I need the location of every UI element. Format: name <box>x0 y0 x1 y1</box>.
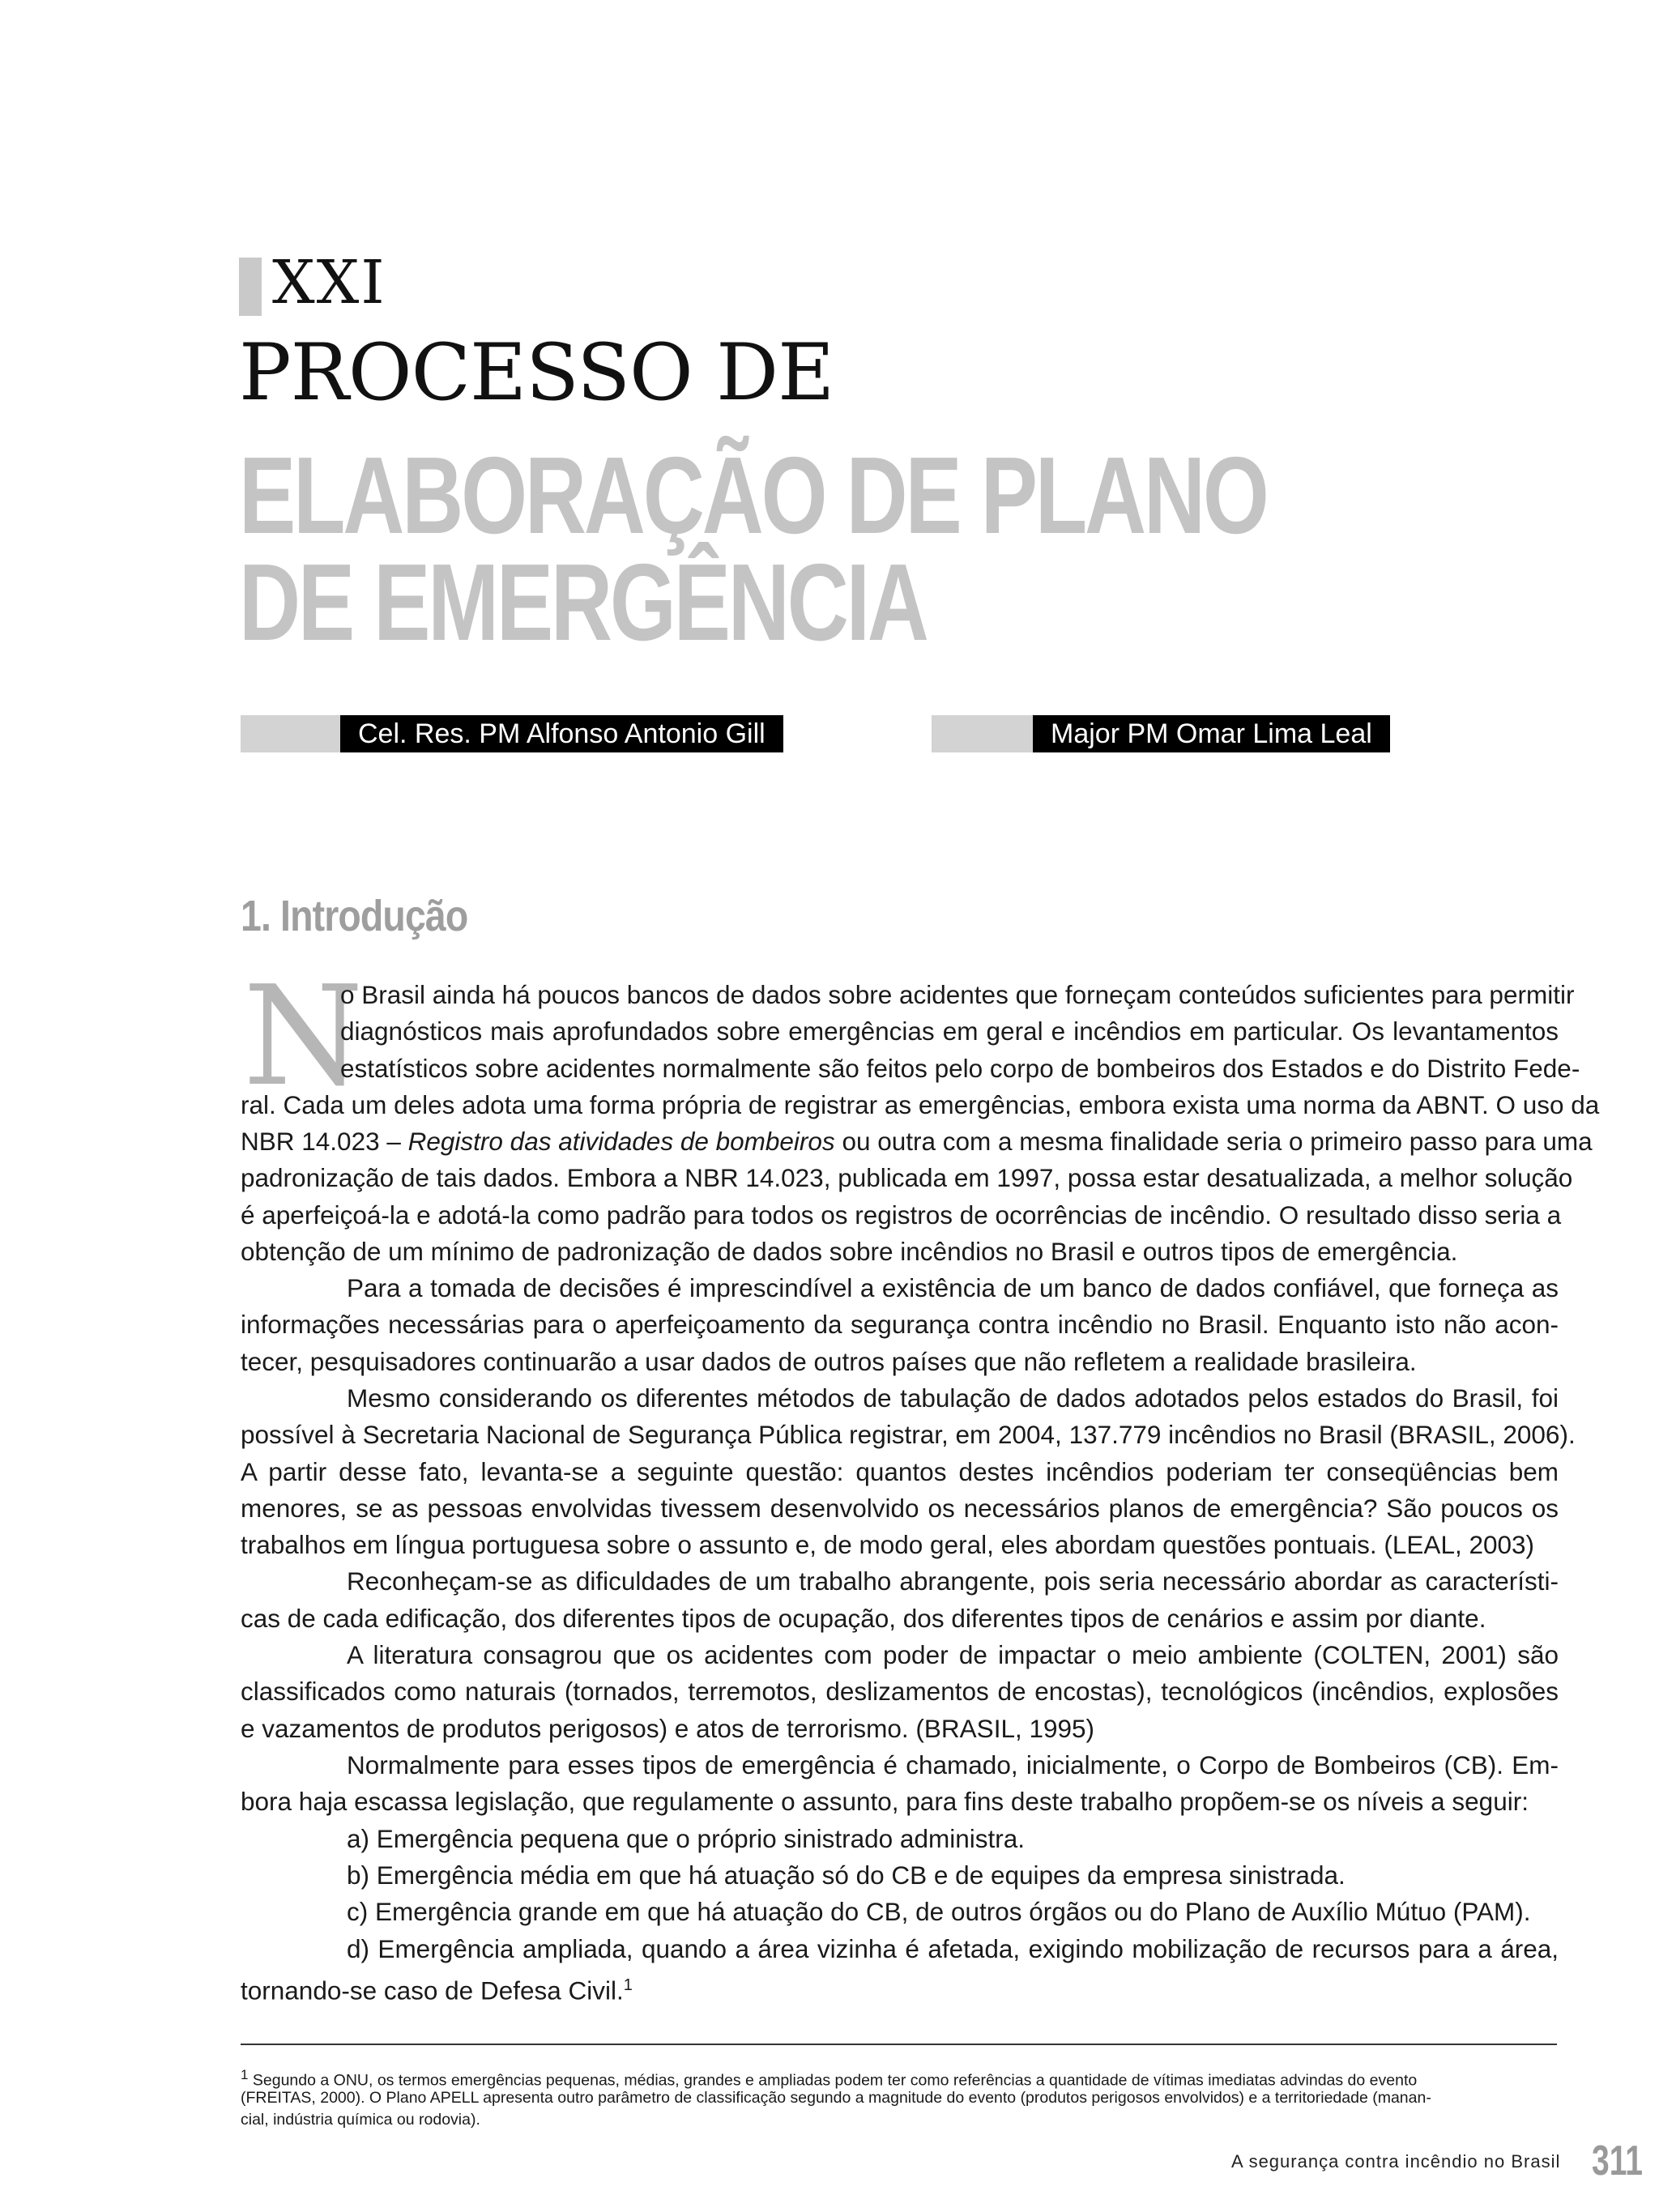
p1-line7: é aperfeiçoá-la e adotá-la como padrão para todos os registros de ocorrências de incêndio. O resultado disso seria a <box>241 1200 1562 1230</box>
running-footer: A segurança contra incêndio no Brasil <box>1231 2151 1561 2172</box>
p2-line3: tecer, pesquisadores continuarão a usar dados de outros países que não refletem a realidade brasileira. <box>241 1347 1417 1376</box>
p4-line2: cas de cada edificação, dos diferentes tipos de ocupação, dos diferentes tipos de cenários e assim por diante. <box>241 1604 1486 1633</box>
p1-line5: NBR 14.023 – Registro das atividades de bombeiros ou outra com a mesma finalidade seria o primeiro passo para uma <box>241 1127 1593 1156</box>
p6-line1: Normalmente para esses tipos de emergência é chamado, inicialmente, o Corpo de Bombeiros (CB). Em- <box>347 1750 1559 1779</box>
p3-line3: A partir desse fato, levanta-se a seguinte questão: quantos destes incêndios poderiam ter conseqüências bem <box>241 1457 1559 1486</box>
author-strip-left <box>241 715 346 752</box>
chapter-marker-bar <box>239 258 262 316</box>
p2-line1: Para a tomada de decisões é imprescindível a existência de um banco de dados confiável, que forneça as <box>347 1273 1559 1302</box>
chapter-title-line2: ELABORAÇÃO DE PLANO <box>239 434 1267 556</box>
p1-line6: padronização de tais dados. Embora a NBR 14.023, publicada em 1997, possa estar desatualizada, a melhor solução <box>241 1163 1573 1192</box>
list-item-d-cont: tornando-se caso de Defesa Civil.$^1$ <box>241 1975 633 2005</box>
footnote-line2: (FREITAS, 2000). O Plano APELL apresenta outro parâmetro de classificação segundo a magnitude do evento (produtos perigosos envolvidos) e a territoriedade (manan- <box>241 2089 1431 2107</box>
author-1: Cel. Res. PM Alfonso Antonio Gill <box>340 715 783 752</box>
p1-line8: obtenção de um mínimo de padronização de dados sobre incêndios no Brasil e outros tipos de emergência. <box>241 1237 1458 1266</box>
footnote-marker: 1 <box>241 2067 249 2082</box>
footnote-ref[interactable]: 1 <box>623 1976 633 1994</box>
author-2: Major PM Omar Lima Leal <box>1033 715 1390 752</box>
list-item-c: c) Emergência grande em que há atuação do CB, de outros órgãos ou do Plano de Auxílio Mútuo (PAM). <box>347 1897 1531 1926</box>
p3-line1: Mesmo considerando os diferentes métodos de tabulação de dados adotados pelos estados do Brasil, foi <box>347 1383 1559 1413</box>
p3-line2: possível à Secretaria Nacional de Segurança Pública registrar, em 2004, 137.779 incêndios no Brasil (BRASIL, 2006). <box>241 1420 1576 1449</box>
footnote-rule <box>241 2044 1557 2045</box>
p1-line1: o Brasil ainda há poucos bancos de dados sobre acidentes que forneçam conteúdos suficientes para permitir <box>340 980 1575 1009</box>
p4-line1: Reconheçam-se as dificuldades de um trabalho abrangente, pois seria necessário abordar as característi- <box>347 1566 1559 1596</box>
page-number: 311 <box>1592 2137 1643 2184</box>
p5-line3: e vazamentos de produtos perigosos) e atos de terrorismo. (BRASIL, 1995) <box>241 1714 1095 1743</box>
footnote-line3: cial, indústria química ou rodovia). <box>241 2111 480 2129</box>
chapter-title-line1: PROCESSO DE <box>239 327 834 418</box>
list-item-a: a) Emergência pequena que o próprio sinistrado administra. <box>347 1824 1025 1853</box>
section-heading: 1. Introdução <box>241 892 468 940</box>
p3-line4: menores, se as pessoas envolvidas tivessem desenvolvido os necessários planos de emergência? São poucos os <box>241 1494 1559 1523</box>
p5-line1: A literatura consagrou que os acidentes com poder de impactar o meio ambiente (COLTEN, 2001) são <box>347 1640 1559 1669</box>
author-strip-right <box>932 715 1045 752</box>
p5-line2: classificados como naturais (tornados, terremotos, deslizamentos de encostas), tecnológicos (incêndios, explosões <box>241 1677 1559 1706</box>
chapter-title-main <box>239 434 1313 663</box>
footnote-line1: 1 Segundo a ONU, os termos emergências pequenas, médias, grandes e ampliadas podem ter como referências a quantidade de vítimas imediatas advindas do evento <box>241 2067 1418 2090</box>
p1-line2: diagnósticos mais aprofundados sobre emergências em geral e incêndios em particular. Os levantamentos <box>340 1016 1559 1046</box>
p6-line2: bora haja escassa legislação, que regulamente o assunto, para fins deste trabalho propõem-se os níveis a seguir: <box>241 1787 1529 1816</box>
chapter-number: XXI <box>272 248 386 318</box>
p1-line4: ral. Cada um deles adota uma forma própria de registrar as emergências, embora exista uma norma da ABNT. O uso da <box>241 1090 1600 1119</box>
p3-line5: trabalhos em língua portuguesa sobre o assunto e, de modo geral, eles abordam questões pontuais. (LEAL, 2003) <box>241 1530 1535 1559</box>
list-item-d: d) Emergência ampliada, quando a área vizinha é afetada, exigindo mobilização de recursos para a área, <box>347 1934 1559 1963</box>
drop-cap: N <box>243 957 364 1117</box>
chapter-title-line3: DE EMERGÊNCIA <box>239 541 927 663</box>
list-item-b: b) Emergência média em que há atuação só do CB e de equipes da empresa sinistrada. <box>347 1860 1346 1890</box>
p2-line2: informações necessárias para o aperfeiçoamento da segurança contra incêndio no Brasil. Enquanto isto não acon- <box>241 1310 1559 1339</box>
italic-title: Registro das atividades de bombeiros <box>407 1127 835 1156</box>
p1-line3: estatísticos sobre acidentes normalmente são feitos pelo corpo de bombeiros dos Estados e do Distrito Fede- <box>340 1054 1580 1083</box>
